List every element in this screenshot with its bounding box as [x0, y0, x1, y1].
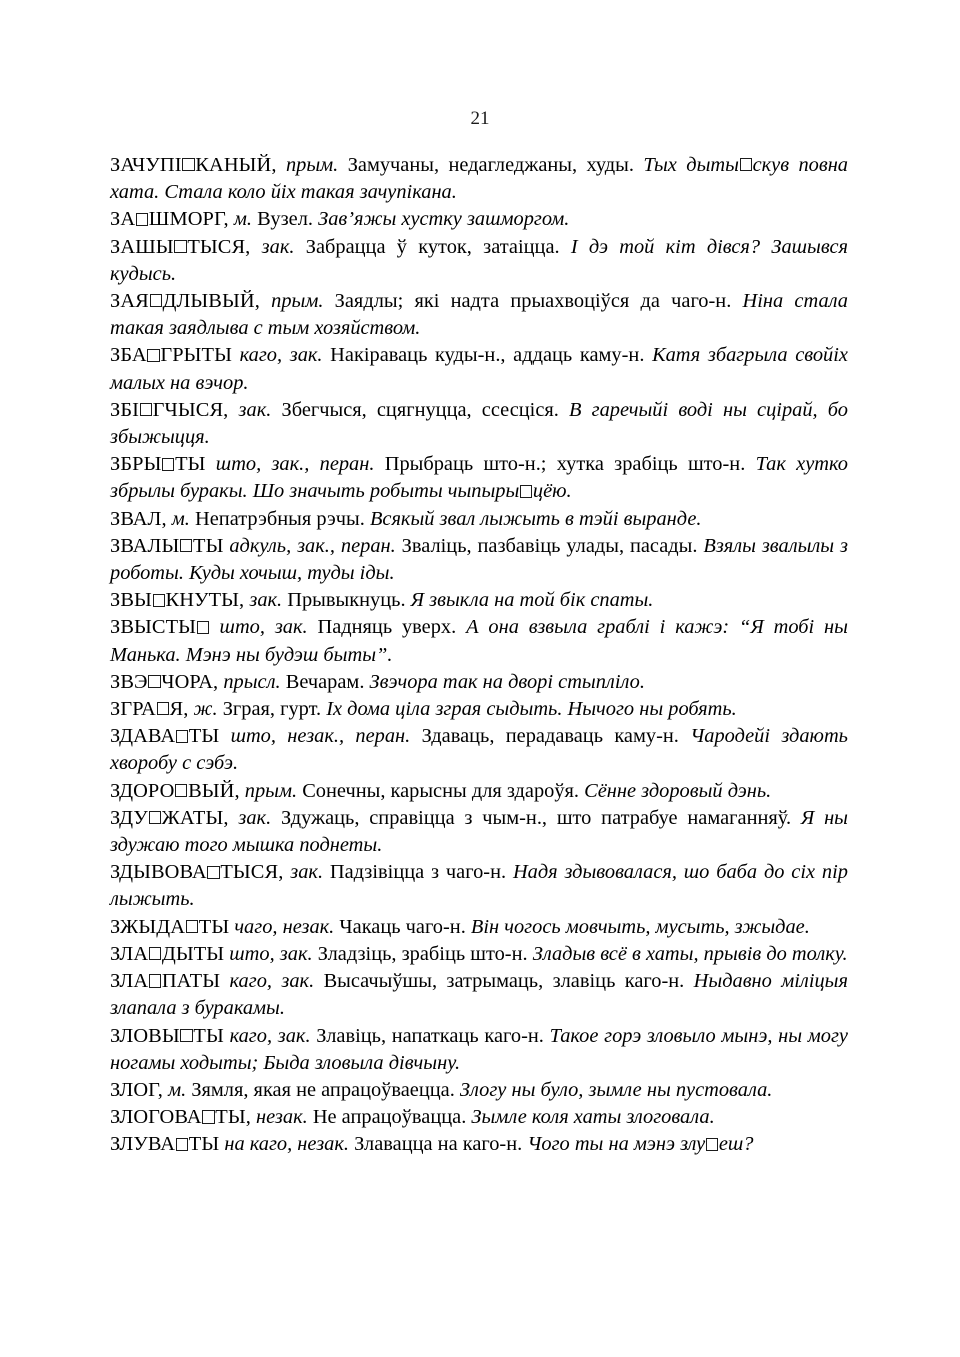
entry-headword: ЗВЭ ЧОРА,	[110, 670, 219, 693]
dictionary-entry	[110, 587, 848, 614]
entry-grammar-label: што, зак.	[219, 616, 308, 639]
missing-glyph-box	[182, 158, 194, 171]
entry-definition: Падзівіцца з чаго-н.	[329, 861, 507, 884]
dictionary-entry	[110, 914, 848, 941]
dictionary-entry	[110, 1077, 848, 1104]
dictionary-entry	[110, 968, 848, 1022]
entry-headword: ЗБРЫ ТЫ	[110, 453, 206, 476]
dictionary-entry	[110, 1131, 848, 1158]
entry-example: Я ны здужаю того мышка поднеты.	[110, 806, 848, 857]
entry-definition: Прыбраць што-н.; хутка зрабіць што-н.	[384, 453, 746, 476]
dictionary-entry	[110, 397, 848, 451]
missing-glyph-box	[176, 730, 188, 743]
missing-glyph-box	[149, 811, 161, 824]
entry-example: Надя здывовалася, шо баба до сіх пір лыжыть.	[110, 861, 848, 911]
dictionary-entry	[110, 778, 848, 805]
entry-grammar-label: м.	[168, 1078, 187, 1101]
entry-definition: Зладзіць, зрабіць што-н.	[317, 942, 528, 965]
dictionary-entry	[110, 234, 848, 288]
missing-glyph-box	[157, 702, 169, 715]
entry-headword: ЗДЫВОВА ТЫСЯ,	[110, 861, 284, 884]
entry-example: Він чогось мовчыть, мусыть, зжыдае.	[470, 915, 810, 938]
missing-glyph-box	[153, 594, 165, 607]
entry-definition: Сонечны, карысны для здароўя.	[302, 779, 580, 802]
entry-grammar-label: каго, зак.	[239, 344, 323, 367]
entry-definition: Злавіць, напаткаць каго-н.	[316, 1024, 544, 1047]
entry-definition: Збегчыся, сцягнуцца, ссесціся.	[281, 398, 559, 421]
entry-example: Зымле коля хаты злоговала.	[471, 1106, 715, 1129]
entry-example: Чого ты на мэнэ злу еш?	[527, 1133, 754, 1156]
entry-headword: ЗАЧУПІ КАНЫЙ,	[110, 154, 277, 176]
entry-headword: ЗЛА ДЫТЫ	[110, 942, 225, 965]
dictionary-entry	[110, 941, 848, 968]
entry-headword: ЗАЯ ДЛЫВЫЙ,	[110, 290, 260, 313]
entry-example: Я звыкла на той бік спаты.	[410, 589, 654, 612]
entry-grammar-label: каго, зак.	[229, 1024, 311, 1047]
entry-grammar-label: зак.	[261, 235, 295, 258]
entry-grammar-label: зак.	[249, 589, 283, 612]
entry-grammar-label: прым.	[244, 779, 298, 802]
missing-glyph-box	[149, 974, 161, 987]
dictionary-entry	[110, 288, 848, 342]
entry-grammar-label: прым.	[285, 154, 339, 176]
entry-definition: Непатрэбныя рэчы.	[195, 507, 365, 530]
missing-glyph-box	[150, 294, 162, 307]
missing-glyph-box	[148, 675, 160, 688]
entry-headword: ЗБІ ГЧЫСЯ,	[110, 398, 229, 421]
entry-definition: Зграя, гурт.	[222, 698, 322, 721]
entry-headword: ЗВЫСТЫ	[110, 616, 210, 638]
entry-definition: Злавацца на каго-н.	[354, 1133, 523, 1156]
entry-grammar-label: на каго, незак.	[224, 1133, 349, 1156]
entry-example: Звэчора так на дворі стыпліло.	[369, 670, 645, 693]
missing-glyph-box	[174, 240, 186, 253]
entry-definition: Забрацца ў куток, затаіцца.	[305, 235, 560, 258]
missing-glyph-box	[207, 866, 219, 879]
missing-glyph-box	[175, 784, 187, 797]
missing-glyph-box	[180, 539, 192, 552]
entry-grammar-label: зак.	[238, 398, 272, 421]
entry-headword: ЗЛУВА ТЫ	[110, 1133, 220, 1156]
entry-grammar-label: ж.	[193, 698, 218, 721]
entry-definition: Накіраваць куды-н., аддаць каму-н.	[330, 344, 645, 367]
entry-headword: ЗАШЫ ТЫСЯ,	[110, 235, 251, 258]
dictionary-entry	[110, 506, 848, 533]
entry-grammar-label: чаго, незак.	[234, 915, 335, 938]
dictionary-entry	[110, 1104, 848, 1131]
missing-glyph-box	[136, 213, 148, 226]
entry-definition: Не апрацоўвацца.	[312, 1106, 467, 1129]
missing-glyph-box	[147, 349, 159, 362]
page-number: 21	[470, 108, 490, 129]
entry-example: Тых дыты скув повна хата. Стала коло йіх такая зачупікана.	[110, 154, 848, 204]
dictionary-entry	[110, 614, 848, 668]
entry-headword: ЗЛОГ,	[110, 1078, 163, 1101]
dictionary-entry	[110, 859, 848, 913]
entry-example: Злогу ны було, зымле ны пустовала.	[459, 1078, 773, 1101]
missing-glyph-box	[162, 458, 174, 471]
entry-definition: Зваліць, пазбавіць улады, пасады.	[401, 534, 698, 557]
dictionary-entry	[110, 152, 848, 206]
entry-headword: ЗА ШМОРГ,	[110, 208, 229, 231]
entry-example: А она взвыла граблі і кажэ: “Я тобі ны Манька. Мэнэ ны будэш быты”.	[110, 616, 848, 666]
entry-headword: ЗВЫ КНУТЫ,	[110, 589, 245, 612]
entry-grammar-label: зак.	[290, 861, 324, 884]
entry-example: Сённе здоровый дэнь.	[584, 779, 772, 802]
entry-grammar-label: м.	[233, 208, 252, 231]
dictionary-entry	[110, 1023, 848, 1077]
missing-glyph-box	[740, 158, 752, 171]
entry-example: Ныдавно міліцыя злапала з буракамы.	[110, 970, 848, 1020]
missing-glyph-box	[202, 1110, 214, 1123]
dictionary-entry	[110, 533, 848, 587]
entry-grammar-label: адкуль, зак., перан.	[229, 534, 396, 557]
entry-headword: ЗЛОВЫ ТЫ	[110, 1024, 224, 1047]
entry-grammar-label: м.	[171, 507, 190, 530]
entry-headword: ЗДУ ЖАТЫ,	[110, 806, 229, 829]
missing-glyph-box	[197, 621, 209, 634]
entry-headword: ЗЛА ПАТЫ	[110, 970, 221, 993]
entry-example: Так хутко збрылы буракы. Шо значыть робыты чыпыры цёю.	[110, 453, 848, 503]
dictionary-entry	[110, 669, 848, 696]
dictionary-entry	[110, 723, 848, 777]
entry-definition: Вечарам.	[285, 670, 365, 693]
entry-example: Зав’яжы хустку зашморгом.	[318, 208, 570, 231]
entry-headword: ЗВАЛЫ ТЫ	[110, 534, 224, 557]
entry-definition: Высачыўшы, затрымаць, злавіць каго-н.	[323, 970, 685, 993]
entry-example: Іх дома ціла зграя сыдыть. Нычого ны робять.	[326, 698, 737, 721]
entry-definition: Здаваць, перадаваць каму-н.	[421, 725, 679, 748]
entry-headword: ЗДОРО ВЫЙ,	[110, 779, 240, 802]
entry-example: Взялы звалылы з роботы. Куды хочыш, туды іды.	[110, 534, 848, 585]
entry-example: Такое горэ зловыло мынэ, ны могу ногамы ходыты; Быда зловыла дівчыну.	[110, 1024, 848, 1074]
entry-grammar-label: прым.	[271, 290, 324, 313]
entry-headword: ЗДАВА ТЫ	[110, 725, 220, 748]
entry-example: Чародейі здають хворобу с сэбэ.	[110, 725, 848, 775]
entry-grammar-label: прысл.	[223, 670, 281, 693]
entry-definition: Зямля, якая не апрацоўваецца.	[191, 1078, 455, 1101]
missing-glyph-box	[149, 947, 161, 960]
entry-example: І дэ той кіт дівся? Зашывся кудысь.	[110, 235, 848, 285]
missing-glyph-box	[706, 1138, 718, 1151]
entry-grammar-label: што, зак.	[229, 942, 313, 965]
entry-grammar-label: што, зак., перан.	[215, 453, 375, 476]
dictionary-entry	[110, 696, 848, 723]
dictionary-entry	[110, 451, 848, 505]
dictionary-entry	[110, 805, 848, 859]
entry-example: Зладыв всё в хаты, прывів до толку.	[532, 942, 848, 965]
entry-grammar-label: каго, зак.	[229, 970, 315, 993]
entry-grammar-label: незак.	[256, 1106, 308, 1129]
entry-definition: Прывыкнуць.	[287, 589, 406, 612]
entry-example: Ніна стала такая заядлыва с тым хозяйством.	[110, 290, 848, 340]
dictionary-entry	[110, 342, 848, 396]
entry-example: Катя збагрыла свойіх малых на вэчор.	[110, 344, 848, 394]
entry-definition: Здужаць, справіцца з чым-н., што патрабуе намаганняў.	[280, 806, 792, 829]
entry-grammar-label: зак.	[238, 806, 272, 829]
entry-headword: ЗВАЛ,	[110, 507, 167, 530]
entry-headword: ЗГРА Я,	[110, 698, 189, 721]
entry-example: Всякый звал лыжыть в тэйі выранде.	[369, 507, 702, 530]
entry-definition: Чакаць чаго-н.	[339, 915, 466, 938]
entry-headword: ЗЛОГОВА ТЫ,	[110, 1106, 251, 1129]
entry-example: В гаречыйі воді ны сцірай, бо збыжыцця.	[110, 398, 848, 449]
entry-headword: ЗЖЫДА ТЫ	[110, 915, 230, 938]
missing-glyph-box	[186, 920, 198, 933]
missing-glyph-box	[520, 485, 532, 498]
missing-glyph-box	[180, 1029, 192, 1042]
entry-grammar-label: што, незак., перан.	[230, 725, 411, 748]
missing-glyph-box	[140, 403, 152, 416]
entry-definition: Замучаны, недагледжаны, худы.	[347, 154, 634, 176]
entry-definition: Падняць уверх.	[317, 616, 457, 639]
entry-definition: Заядлы; які надта прыахвоціўся да чаго-н.	[334, 290, 732, 313]
dictionary-entries-body	[110, 152, 848, 1159]
entry-definition: Вузел.	[257, 208, 313, 231]
entry-headword: ЗБА ГРЫТЫ	[110, 344, 232, 367]
missing-glyph-box	[176, 1138, 188, 1151]
dictionary-entry	[110, 206, 848, 233]
